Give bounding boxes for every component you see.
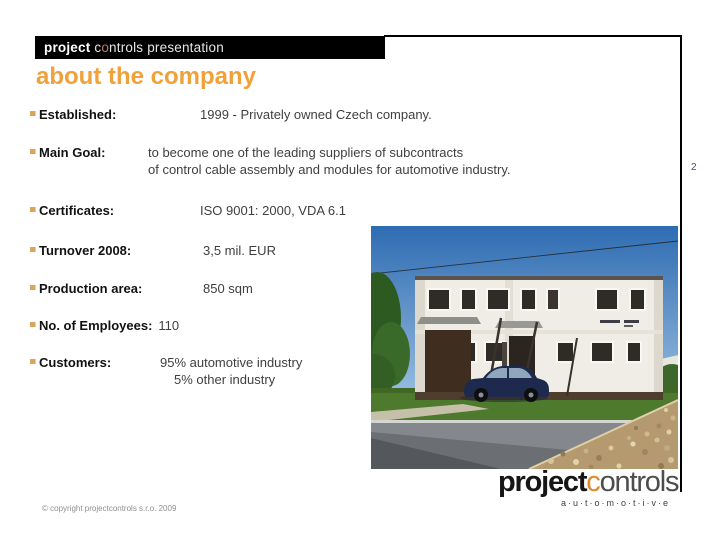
- bullet-square-icon: [30, 247, 36, 252]
- bullet-item-certificates: [30, 202, 346, 219]
- logo-wordmark: [498, 466, 679, 498]
- bullet-value: 110: [158, 318, 180, 333]
- bullet-value: 1999 - Privately owned Czech company.: [200, 107, 432, 122]
- bullet-item-employees: [30, 317, 179, 334]
- bullet-item-established: [30, 106, 432, 123]
- bullet-value: [160, 354, 302, 388]
- header-bar: [35, 36, 385, 59]
- bullet-square-icon: [30, 111, 36, 116]
- header-brand-mid: c: [90, 40, 102, 55]
- bullet-value-line2: of control cable assembly and modules for automotive industry.: [148, 162, 511, 177]
- page-title: about the company: [36, 63, 257, 90]
- bullet-item-main-goal: [30, 144, 511, 178]
- bullet-value-line1: to become one of the leading suppliers of subcontracts: [148, 145, 464, 160]
- bullet-value-line1: 95% automotive industry: [160, 355, 303, 370]
- bullet-label: Established:: [39, 107, 117, 122]
- bullet-label: Turnover 2008:: [39, 243, 132, 258]
- bullet-label: Main Goal:: [39, 145, 106, 160]
- header-brand-o: o: [101, 40, 110, 55]
- header-brand-bold: project: [44, 40, 91, 55]
- copyright-text: © copyright projectcontrols s.r.o. 2009: [42, 504, 177, 513]
- logo-controls-text: ontrols: [599, 466, 679, 498]
- bullet-label: Certificates:: [39, 203, 115, 218]
- bullet-label: No. of Employees:: [39, 318, 153, 333]
- bullet-value: ISO 9001: 2000, VDA 6.1: [200, 203, 346, 218]
- bullet-square-icon: [30, 207, 36, 212]
- bullet-value: 3,5 mil. EUR: [203, 243, 276, 258]
- bullet-value: 850 sqm: [203, 281, 253, 296]
- garage-awning: [417, 317, 481, 324]
- bullet-square-icon: [30, 359, 36, 364]
- company-building-photo: [371, 226, 678, 469]
- page-number: 2: [691, 162, 697, 173]
- frame-top-line: [384, 35, 682, 37]
- upper-windows: [428, 289, 645, 310]
- bullet-value: [148, 144, 511, 178]
- header-brand-rest: ntrols presentation: [109, 40, 224, 55]
- bullet-square-icon: [30, 322, 36, 327]
- garage-door: [425, 330, 471, 392]
- logo-project-text: project: [498, 466, 587, 498]
- bullet-item-customers: [30, 354, 302, 388]
- frame-right-line: [680, 35, 682, 492]
- bullet-square-icon: [30, 285, 36, 290]
- bullet-value-line2: 5% other industry: [174, 372, 276, 387]
- company-logo: [498, 466, 679, 508]
- bullet-item-production-area: [30, 280, 253, 297]
- bullet-label: Production area:: [39, 281, 143, 296]
- logo-orange-c: c: [586, 466, 600, 498]
- bullet-item-turnover: [30, 242, 276, 259]
- logo-automotive-text: a·u·t·o·m·o·t·i·v·e: [561, 498, 670, 508]
- bullet-square-icon: [30, 149, 36, 154]
- bullet-label: Customers:: [39, 355, 112, 370]
